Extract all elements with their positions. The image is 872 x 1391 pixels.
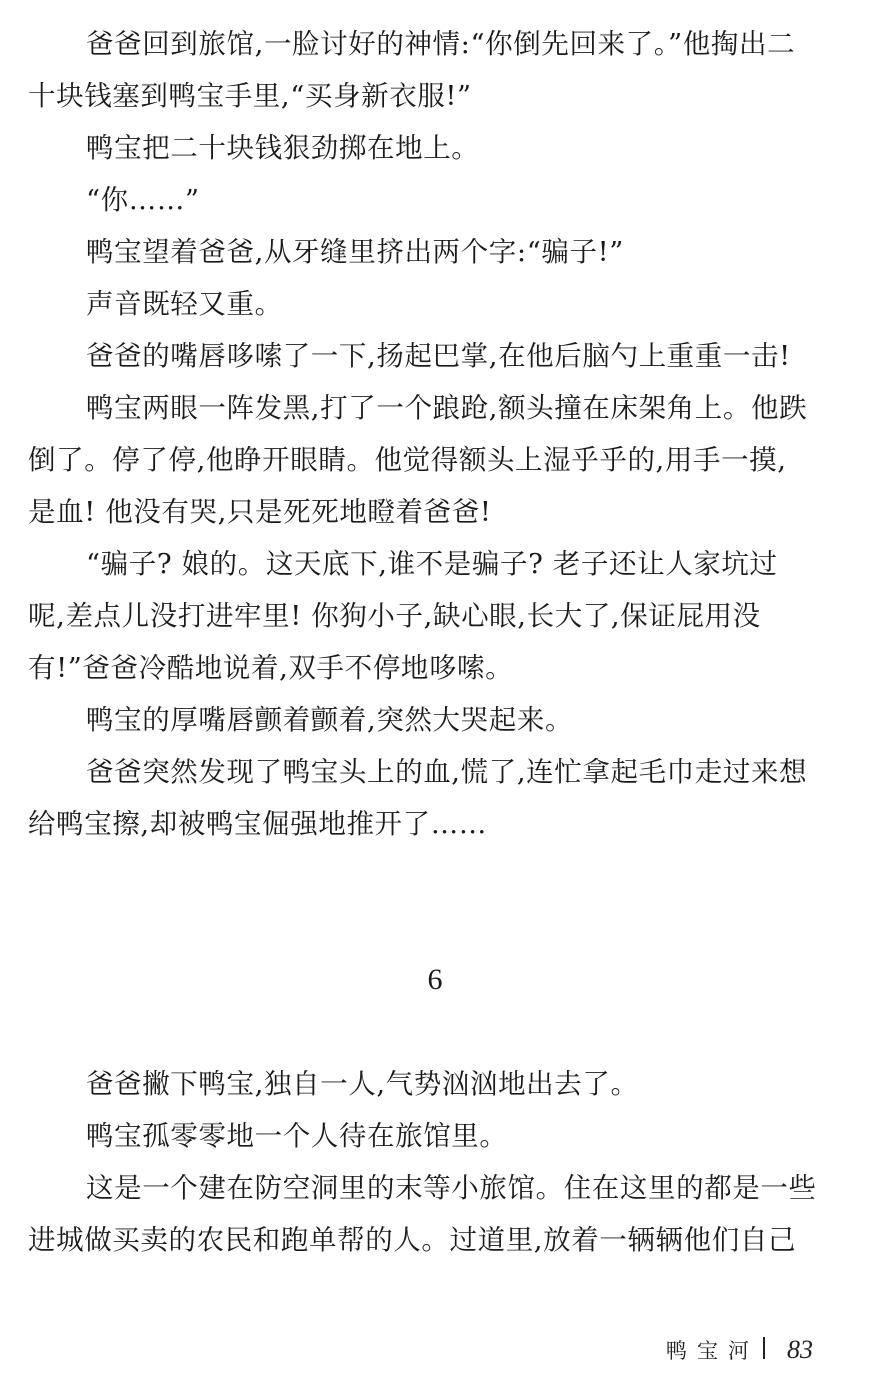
paragraph-line: 声音既轻又重。 (86, 288, 283, 320)
paragraph-line: 是血! 他没有哭,只是死死地瞪着爸爸! (28, 496, 492, 528)
paragraph-line: 十块钱塞到鸭宝手里,“买身新衣服!” (28, 80, 472, 112)
page-footer (666, 1330, 813, 1370)
running-title: 鸭宝河 (666, 1339, 759, 1363)
paragraph-line: 爸爸突然发现了鸭宝头上的血,慌了,连忙拿起毛巾走过来想 (86, 756, 808, 788)
paragraph-line: 呢,差点儿没打进牢里! 你狗小子,缺心眼,长大了,保证屁用没 (28, 600, 761, 632)
paragraph-line: 爸爸回到旅馆,一脸讨好的神情:“你倒先回来了。”他掏出二 (86, 28, 796, 60)
paragraph-line: 给鸭宝擦,却被鸭宝倔强地推开了…… (28, 808, 487, 840)
section-number: 6 (427, 963, 443, 996)
paragraph-line: 倒了。停了停,他睁开眼睛。他觉得额头上湿乎乎的,用手一摸, (28, 444, 787, 476)
paragraph-line: 这是一个建在防空洞里的末等小旅馆。住在这里的都是一些 (86, 1172, 817, 1204)
paragraph-line: “你……” (86, 184, 200, 216)
paragraph-line: “骗子? 娘的。这天底下,谁不是骗子? 老子还让人家坑过 (86, 548, 778, 580)
paragraph-line: 鸭宝把二十块钱狠劲掷在地上。 (86, 132, 480, 164)
paragraph-line: 爸爸的嘴唇哆嗦了一下,扬起巴掌,在他后脑勺上重重一击! (86, 340, 791, 372)
paragraph-line: 鸭宝孤零零地一个人待在旅馆里。 (86, 1120, 508, 1152)
footer-divider (763, 1337, 765, 1359)
paragraph-line: 鸭宝两眼一阵发黑,打了一个踉跄,额头撞在床架角上。他跌 (86, 392, 808, 424)
paragraph-line: 有!”爸爸冷酷地说着,双手不停地哆嗦。 (28, 652, 514, 684)
paragraph-line: 爸爸撇下鸭宝,独自一人,气势汹汹地出去了。 (86, 1068, 639, 1100)
paragraph-line: 鸭宝的厚嘴唇颤着颤着,突然大哭起来。 (86, 704, 574, 736)
page-number: 83 (787, 1335, 813, 1364)
paragraph-line: 进城做买卖的农民和跑单帮的人。过道里,放着一辆辆他们自己 (28, 1224, 797, 1256)
paragraph-line: 鸭宝望着爸爸,从牙缝里挤出两个字:“骗子!” (86, 236, 624, 268)
